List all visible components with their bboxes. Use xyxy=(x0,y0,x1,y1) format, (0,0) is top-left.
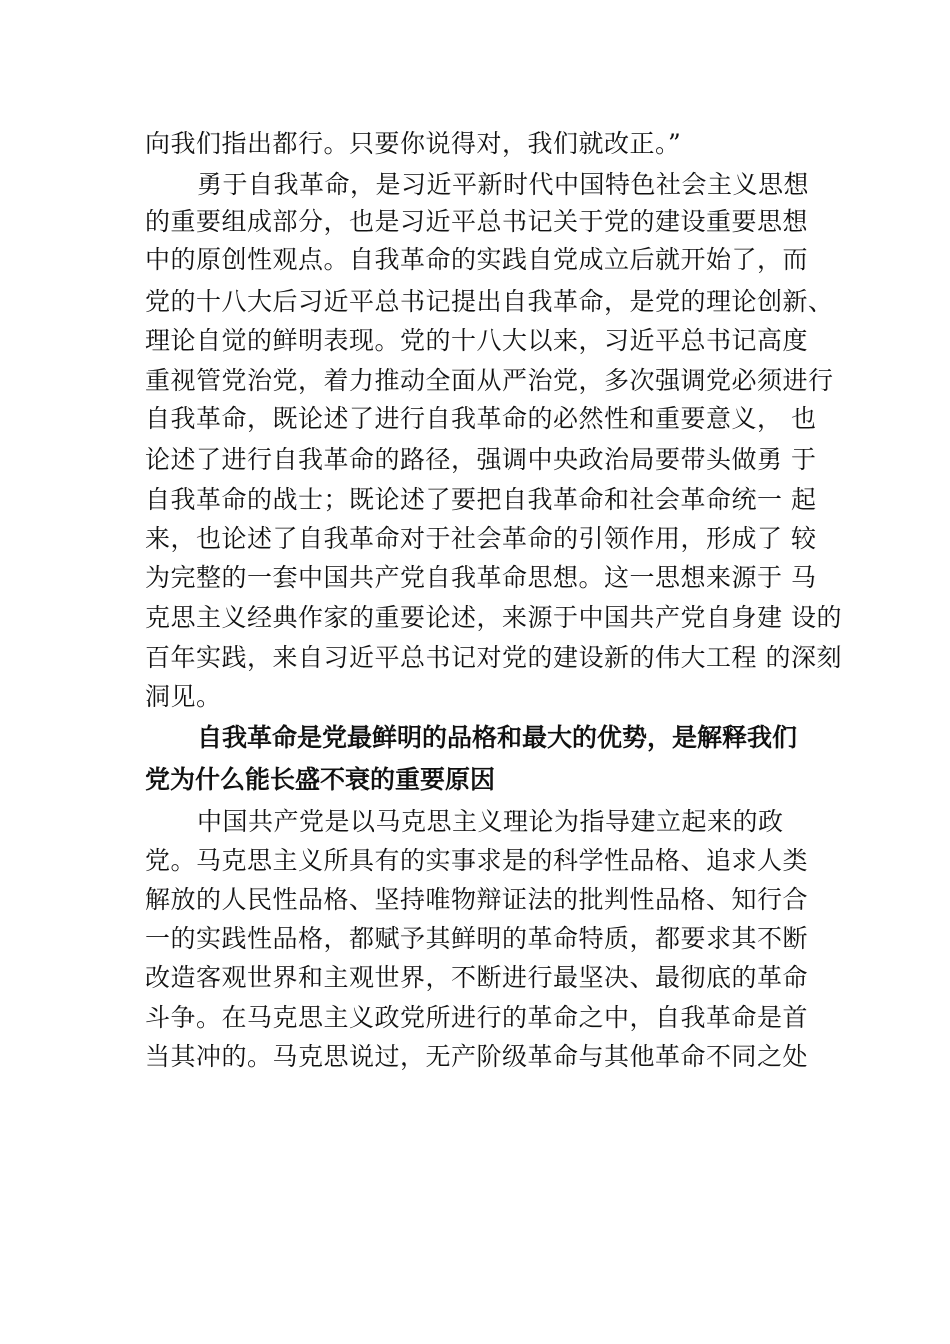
paragraph-line: 理论自觉的鲜明表现。党的十八大以来，习近平总书记高度 xyxy=(145,326,809,355)
section-heading: 自我革命是党最鲜明的品格和最大的优势，是解释我们 xyxy=(197,723,798,752)
paragraph-line: 斗争。在马克思主义政党所进行的革命之中，自我革命是首 xyxy=(145,1003,809,1032)
paragraph-line: 中国共产党是以马克思主义理论为指导建立起来的政 xyxy=(197,807,784,836)
paragraph-line: 洞见。 xyxy=(145,682,222,711)
paragraph-line: 一的实践性品格，都赋予其鲜明的革命特质，都要求其不断 xyxy=(145,924,809,953)
paragraph-line: 自我革命的战士；既论述了要把自我革命和社会革命统一 起 xyxy=(145,485,817,514)
paragraph-line: 解放的人民性品格、坚持唯物辩证法的批判性品格、知行合 xyxy=(145,885,809,914)
paragraph-line: 论述了进行自我革命的路径，强调中央政治局要带头做勇 于 xyxy=(145,445,817,474)
section-heading: 党为什么能长盛不衰的重要原因 xyxy=(145,765,496,794)
paragraph-line: 中的原创性观点。自我革命的实践自党成立后就开始了，而 xyxy=(145,245,809,274)
paragraph-line: 为完整的一套中国共产党自我革命思想。这一思想来源于 马 xyxy=(145,563,817,592)
paragraph-line: 自我革命，既论述了进行自我革命的必然性和重要意义， 也 xyxy=(145,404,817,433)
paragraph-line: 党。马克思主义所具有的实事求是的科学性品格、追求人类 xyxy=(145,846,809,875)
paragraph-line: 百年实践，来自习近平总书记对党的建设新的伟大工程 的深刻 xyxy=(145,643,842,672)
paragraph-line: 克思主义经典作家的重要论述，来源于中国共产党自身建 设的 xyxy=(145,603,842,632)
paragraph-line: 勇于自我革命，是习近平新时代中国特色社会主义思想 xyxy=(197,170,810,199)
paragraph-line: 当其冲的。马克思说过，无产阶级革命与其他革命不同之处 xyxy=(145,1042,809,1071)
paragraph-line: 改造客观世界和主观世界，不断进行最坚决、最彻底的革命 xyxy=(145,963,809,992)
paragraph-line: 重视管党治党，着力推动全面从严治党，多次强调党必须进行 xyxy=(145,366,834,395)
paragraph-line: 向我们指出都行。只要你说得对，我们就改正。” xyxy=(145,129,682,158)
paragraph-line: 的重要组成部分，也是习近平总书记关于党的建设重要思想 xyxy=(145,207,809,236)
paragraph-line: 来，也论述了自我革命对于社会革命的引领作用，形成了 较 xyxy=(145,524,817,553)
paragraph-line: 党的十八大后习近平总书记提出自我革命，是党的理论创新、 xyxy=(145,287,834,316)
